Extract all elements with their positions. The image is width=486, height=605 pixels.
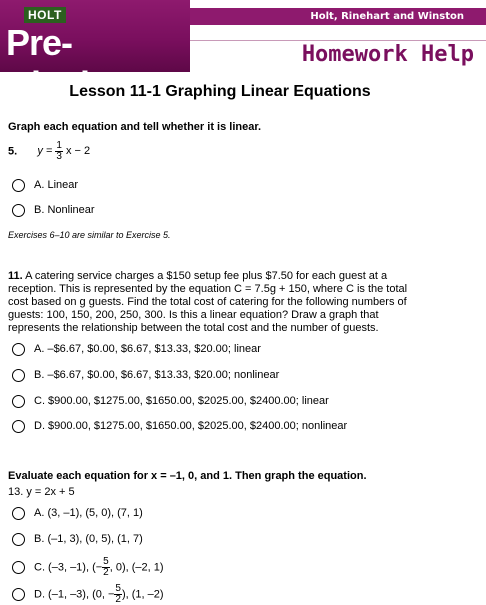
equation-right: x − 2 [65, 145, 91, 157]
radio-button[interactable] [12, 561, 25, 574]
choice-fraction: $\frac{5}{2}$ [103, 556, 109, 578]
question-13: 13. y = 2x + 5 [8, 486, 75, 498]
choice-11b[interactable]: B. –$6.67, $0.00, $6.67, $13.33, $20.00; nonlinear [12, 367, 279, 383]
choice-11d[interactable]: D. $900.00, $1275.00, $1650.00, $2025.00, $2400.00; nonlinear [12, 418, 347, 434]
radio-button[interactable] [12, 507, 25, 520]
radio-button[interactable] [12, 204, 25, 217]
banner-logo-area [0, 0, 190, 105]
holt-logo: HOLT [24, 7, 66, 23]
radio-button[interactable] [12, 343, 25, 356]
choice-11c[interactable]: C. $900.00, $1275.00, $1650.00, $2025.00, $2400.00; linear [12, 393, 329, 409]
choice-fraction: $\frac{5}{2}$ [115, 583, 121, 605]
choice-13b[interactable]: B. (–1, 3), (0, 5), (1, 7) [12, 531, 143, 547]
section1-instruction: Graph each equation and tell whether it is linear. [8, 121, 262, 133]
radio-button[interactable] [12, 420, 25, 433]
choice-13a[interactable]: A. (3, –1), (5, 0), (7, 1) [12, 505, 143, 521]
publisher-name: Holt, Rinehart and Winston [310, 11, 464, 22]
radio-button[interactable] [12, 369, 25, 382]
exercise-note: Exercises 6–10 are similar to Exercise 5. [8, 230, 171, 240]
choice-13d[interactable]: D. (–1, –3), (0, − $\frac{5}{2}$ ), (1, –2) [12, 584, 164, 600]
radio-button[interactable] [12, 533, 25, 546]
publisher-band [190, 8, 486, 25]
radio-button[interactable] [12, 395, 25, 408]
radio-button[interactable] [12, 588, 25, 601]
lesson-title: Lesson 11-1 Graphing Linear Equations [69, 83, 371, 100]
section3-instruction: Evaluate each equation for x = –1, 0, and 1. Then graph the equation. [8, 470, 367, 482]
choice-5b[interactable]: B. Nonlinear [12, 202, 95, 218]
course-title: Pre-Algebra [6, 22, 134, 105]
question-number: 5. [8, 145, 18, 158]
choice-11a[interactable]: A. –$6.67, $0.00, $6.67, $13.33, $20.00; linear [12, 341, 261, 357]
radio-button[interactable] [12, 179, 25, 192]
question-11: 11. A catering service charges a $150 setup fee plus $7.50 for each guest at a reception. This is represented by the equation C = 7.5g + 150, where C is the total cost based on g guests. Find the total cost of catering for the following numbers of guests: 100, 150, 200, 250, 300. Is this a linear equation? Draw a graph that represents the relationship between the total cost and the number of guests. [8, 270, 408, 334]
homework-help-title: Homework Help [301, 42, 474, 67]
equation-left: y = [37, 145, 53, 157]
choice-5a[interactable]: A. Linear [12, 177, 78, 193]
choice-13c[interactable]: C. (–3, –1), (− $\frac{5}{2}$ , 0), (–2, 1) [12, 557, 164, 573]
equation-fraction: $\frac{1}{3}$ [56, 140, 62, 162]
question-5 [8, 141, 90, 162]
